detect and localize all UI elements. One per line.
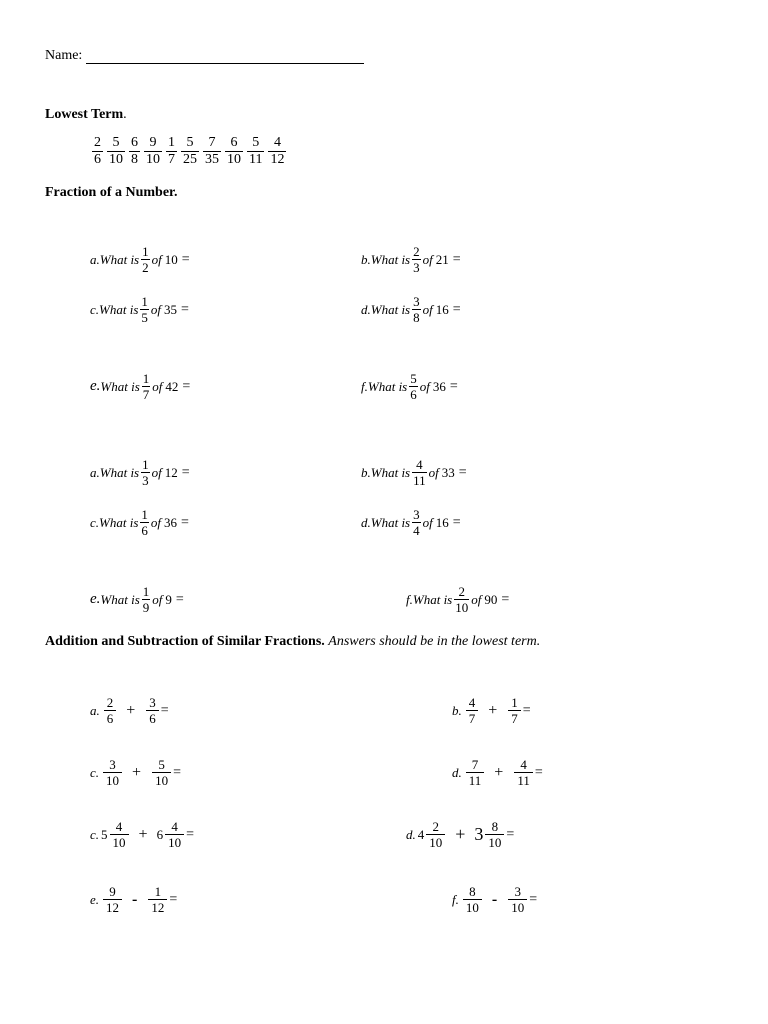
lowest-term-heading-text: Lowest Term [45,107,124,122]
name-label: Name: [45,48,83,63]
question-set2-f: f. What is $\frac{2}{10}$ of 90 = [406,584,510,615]
lowest-term-fractions [90,136,288,167]
question-set2-b: b. What is $\frac{4}{11}$ of 33 = [361,457,467,488]
question-set1-c: c. What is $\frac{1}{5}$ of 35 = [90,294,189,325]
problem-c-mixed: c. 5 $\frac{4}{10}$ + 6 $\frac{4}{10}$ = [90,819,194,850]
lowest-term-fraction: $\frac{2}{6}$ [94,135,101,167]
problem-f: f. $\frac{8}{10}$ - $\frac{3}{10}$ = [452,884,538,915]
question-set2-a: a. What is $\frac{1}{3}$ of 12 = [90,457,190,488]
question-set2-c: c. What is $\frac{1}{6}$ of 36 = [90,507,189,538]
problem-b: b. $\frac{4}{7}$ + $\frac{1}{7}$ = [452,695,531,726]
question-set1-e: e. What is $\frac{1}{7}$ of 42 = [90,371,191,402]
fraction-of-number-heading: Fraction of a Number. [45,185,178,200]
question-set2-e: e. What is $\frac{1}{9}$ of 9 = [90,584,184,615]
add-sub-heading [45,634,540,650]
lowest-term-fraction: $\frac{5}{10}$ [109,135,123,167]
question-set1-d: d. What is $\frac{3}{8}$ of 16 = [361,294,461,325]
problem-a: a. $\frac{2}{6}$ + $\frac{3}{6}$ = [90,695,169,726]
name-blank [86,49,364,64]
lowest-term-heading [45,107,127,123]
question-set1-b: b. What is $\frac{2}{3}$ of 21 = [361,244,461,275]
lowest-term-fraction: $\frac{4}{12}$ [270,135,285,167]
lowest-term-fraction: $\frac{9}{10}$ [146,135,160,167]
question-set1-f: f. What is $\frac{5}{6}$ of 36 = [361,371,458,402]
add-sub-note: Answers should be in the lowest term. [328,634,541,649]
lowest-term-fraction: $\frac{1}{7}$ [168,135,175,167]
lowest-term-fraction: $\frac{6}{8}$ [131,135,138,167]
lowest-term-heading-dot: . [123,107,127,122]
problem-e: e. $\frac{9}{12}$ - $\frac{1}{12}$ = [90,884,178,915]
lowest-term-fraction: $\frac{5}{25}$ [183,135,197,167]
lowest-term-fraction: $\frac{5}{11}$ [249,135,263,167]
add-sub-heading-text: Addition and Subtraction of Similar Fractions. [45,634,325,649]
lowest-term-fraction: $\frac{7}{35}$ [205,135,219,167]
question-set2-d: d. What is $\frac{3}{4}$ of 16 = [361,507,461,538]
problem-d: d. $\frac{7}{11}$ + $\frac{4}{11}$ = [452,757,543,788]
lowest-term-fraction: $\frac{6}{10}$ [227,135,241,167]
question-set1-a: a. What is $\frac{1}{2}$ of 10 = [90,244,190,275]
problem-c: c. $\frac{3}{10}$ + $\frac{5}{10}$ = [90,757,181,788]
problem-d-mixed: d. 4 $\frac{2}{10}$ + 3 $\frac{8}{10}$ = [406,819,515,850]
name-line [45,48,364,64]
